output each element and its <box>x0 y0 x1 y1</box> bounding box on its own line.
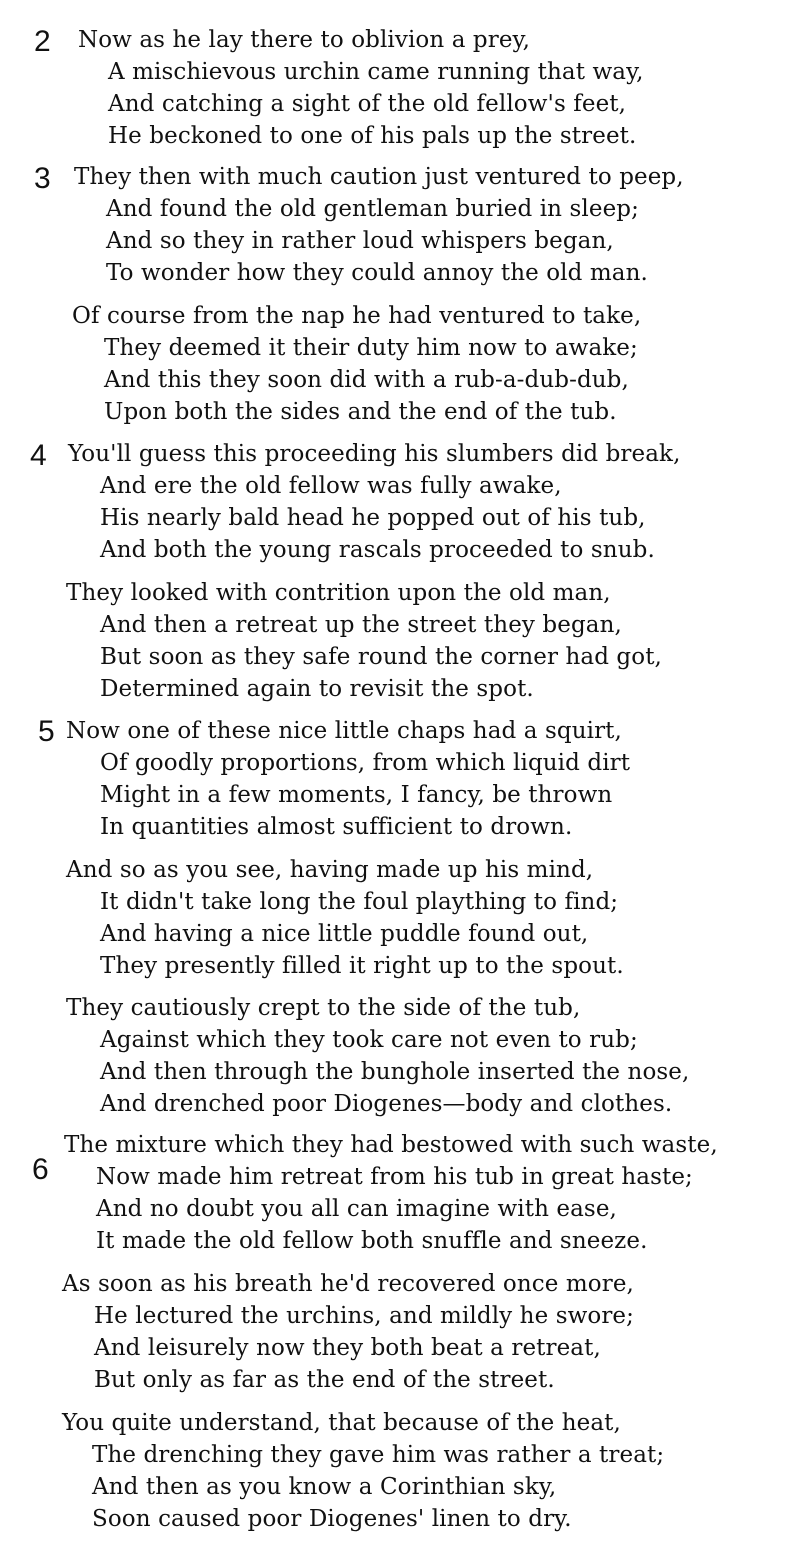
poem-line: Might in a few moments, I fancy, be thrown <box>100 782 613 808</box>
poem-line: And so they in rather loud whispers began, <box>106 228 614 254</box>
poem-line: And so as you see, having made up his mind, <box>66 857 594 883</box>
poem-line: It made the old fellow both snuffle and sneeze. <box>96 1228 648 1254</box>
poem-line: The drenching they gave him was rather a treat; <box>92 1442 665 1468</box>
poem-line: Now made him retreat from his tub in great haste; <box>96 1164 693 1190</box>
poem-line: You'll guess this proceeding his slumbers did break, <box>68 441 681 467</box>
poem-line: They looked with contrition upon the old man, <box>66 580 611 606</box>
poem-line: A mischievous urchin came running that way, <box>108 59 644 85</box>
poem-line: They deemed it their duty him now to awake; <box>104 335 638 361</box>
poem-line: And then a retreat up the street they began, <box>100 612 622 638</box>
poem-line: It didn't take long the foul plaything to find; <box>100 889 619 915</box>
poem-line: He beckoned to one of his pals up the street. <box>108 123 637 149</box>
poem-line: He lectured the urchins, and mildly he swore; <box>94 1303 634 1329</box>
poem-line: His nearly bald head he popped out of his tub, <box>100 505 646 531</box>
poem-line: Of goodly proportions, from which liquid dirt <box>100 750 631 776</box>
poem-line: Against which they took care not even to rub; <box>100 1027 638 1053</box>
stanza-number: 2 <box>34 25 51 58</box>
poem-line: Soon caused poor Diogenes' linen to dry. <box>92 1506 572 1532</box>
poem-line: And leisurely now they both beat a retreat, <box>94 1335 601 1361</box>
poem-line: Determined again to revisit the spot. <box>100 676 534 702</box>
poem-line: They cautiously crept to the side of the tub, <box>66 995 581 1021</box>
poem-line: They presently filled it right up to the spout. <box>100 953 624 979</box>
poem-line: To wonder how they could annoy the old man. <box>106 260 648 286</box>
poem-line: Now one of these nice little chaps had a squirt, <box>66 718 622 744</box>
stanza-number: 4 <box>30 439 47 472</box>
poem-line: And having a nice little puddle found out, <box>100 921 589 947</box>
stanza-number: 6 <box>32 1153 49 1186</box>
poem-line: And then as you know a Corinthian sky, <box>92 1474 557 1500</box>
poem-line: You quite understand, that because of the heat, <box>62 1410 621 1436</box>
poem-line: And ere the old fellow was fully awake, <box>100 473 562 499</box>
poem-line: And no doubt you all can imagine with ease, <box>96 1196 617 1222</box>
stanza-number: 3 <box>34 162 51 195</box>
poem-line: In quantities almost sufficient to drown. <box>100 814 573 840</box>
poem-line: Upon both the sides and the end of the tub. <box>104 399 617 425</box>
stanza-number: 5 <box>38 715 55 748</box>
poem-line: Of course from the nap he had ventured to take, <box>72 303 642 329</box>
poem-line: But only as far as the end of the street. <box>94 1367 555 1393</box>
poem-line: And then through the bunghole inserted the nose, <box>100 1059 690 1085</box>
poem-line: And catching a sight of the old fellow's feet, <box>108 91 627 117</box>
poem-line: Now as he lay there to oblivion a prey, <box>78 27 530 53</box>
poem-line: The mixture which they had bestowed with such waste, <box>64 1132 718 1158</box>
poem-line: And found the old gentleman buried in sleep; <box>106 196 639 222</box>
poem-line: And both the young rascals proceeded to snub. <box>100 537 655 563</box>
poem-line: And this they soon did with a rub-a-dub-dub, <box>104 367 629 393</box>
poem-line: And drenched poor Diogenes—body and clothes. <box>100 1091 673 1117</box>
poem-line: But soon as they safe round the corner had got, <box>100 644 662 670</box>
poem-line: They then with much caution just ventured to peep, <box>74 164 684 190</box>
poem-line: As soon as his breath he'd recovered once more, <box>62 1271 634 1297</box>
